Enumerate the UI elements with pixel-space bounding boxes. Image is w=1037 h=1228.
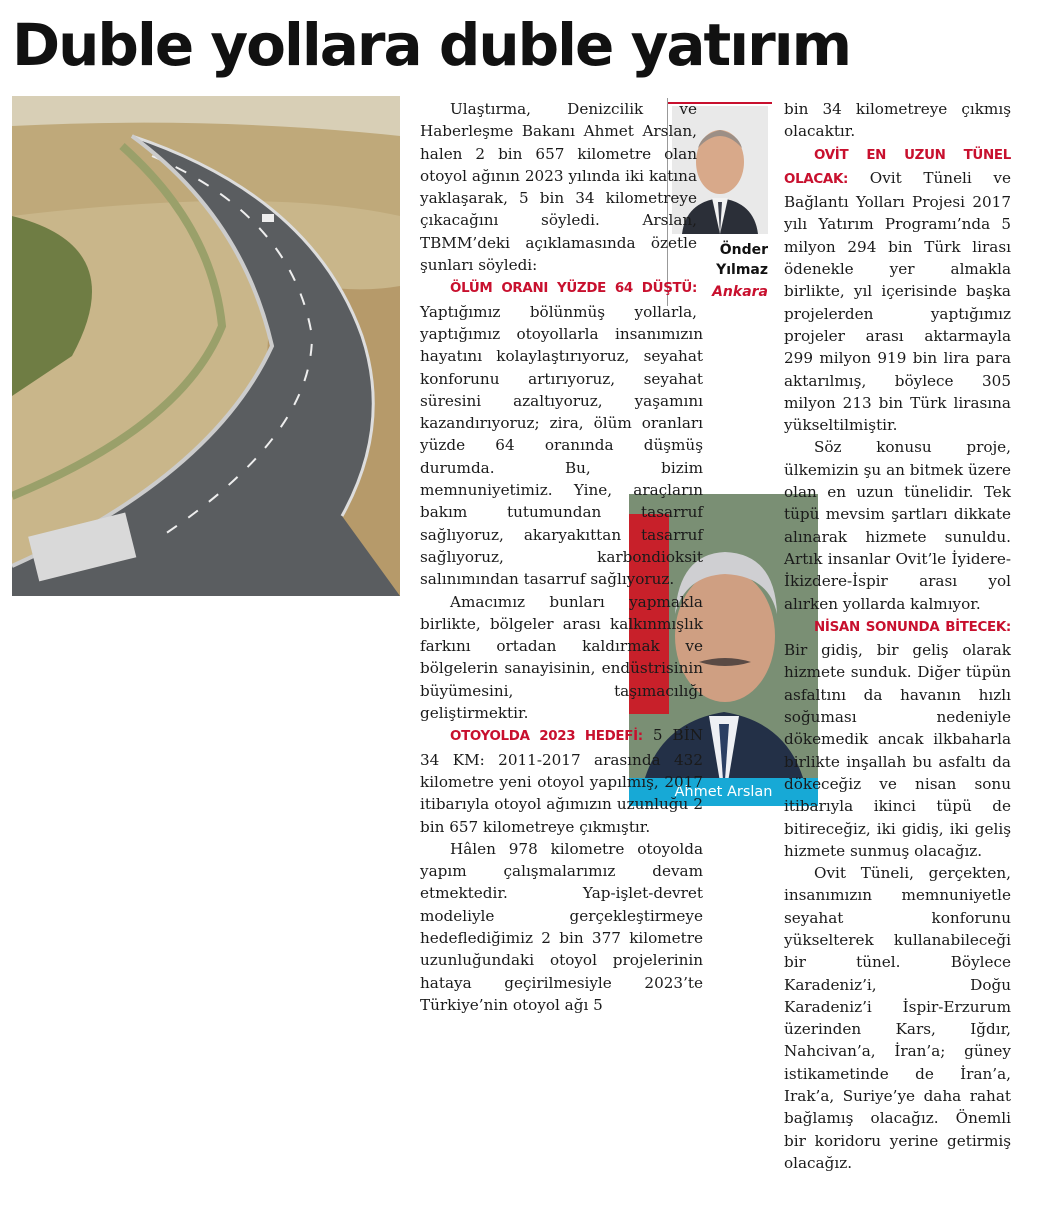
body-paragraph: Amacımız bunları yapmakla birlikte, bölgeler arası kalkınmışlık farkını ortadan kaldırmak ve bölgelerin sanayisinin, endüstrisinin büyümesini, taşımacılığı geliştirmektir. [420, 592, 703, 723]
article-column-middle [420, 98, 703, 1016]
subhead-otoyol-hedefi: OTOYOLDA 2023 HEDEFİ: [450, 729, 643, 745]
author-name: Önder Yılmaz [716, 242, 768, 278]
section-paragraph: OVİT EN UZUN TÜNEL OLACAK: Ovit Tüneli ve Bağlantı Yolları Projesi 2017 yılı Yatırım Programı’nda 5 milyon 294 bin Türk lirası ödenekle yer almakla birlikte, yıl içerisinde başka projelerden yaptığımız projeler arası aktarmayla 299 milyon 919 bin lira para aktarılmış, böylece 305 milyon 213 bin Türk lirasına yükseltilmiştir. [784, 147, 1011, 435]
section-paragraph: NİSAN SONUNDA BİTECEK: Bir gidiş, bir geliş olarak hizmete sunduk. Diğer tüpün asfaltını da havanın hızlı soğuması nedeniyle dökemedik ancak ilkbaharla birlikte inşallah bu asfaltı da dökeceğiz ve nisan sonu itibarıyla ikinci tüpü de bitireceğiz, iki gidiş, iki geliş hizmete sunmuş olacağız. [784, 619, 1011, 860]
intro-paragraph: Ulaştırma, Denizcilik ve Haberleşme Bakanı Ahmet Arslan, halen 2 bin 657 kilometre olan otoyol ağının 2023 yılında iki katına yaklaşarak, 5 bin 34 kilometreye çıkacağını söyledi. Arslan, TBMM’deki açıklamasında özetle şunları söyledi: [420, 100, 697, 275]
section-paragraph: OTOYOLDA 2023 HEDEFİ: 5 BİN 34 KM: 2011-2017 arasında 432 kilometre yeni otoyol yapılmış, 2017 itibarıyla otoyol ağımızın uzunluğu 2 bin 657 kilometreye çıkmıştır. [420, 726, 703, 836]
body-paragraph: Söz konusu proje, ülkemizin şu an bitmek üzere olan en uzun tünelidir. Tek tüpü mevsim şartları dikkate alınarak hizmete sunuldu. Artık insanlar Ovit’le İyidere-İkizdere-İspir arası yol alırken yollarda kalmıyor. [784, 438, 1011, 613]
subhead-nisan-sonunda: NİSAN SONUNDA BİTECEK: [814, 619, 1011, 635]
author-city: Ankara [712, 284, 768, 300]
section-paragraph: ÖLÜM ORANI YÜZDE 64 DÜŞTÜ: Yaptığımız bölünmüş yollarla, yaptığımız otoyollarla insanımızın hayatını kolaylaştırıyoruz, seyahat konforunu artırıyoruz, seyahat süresini azaltıyoruz, yaşamını kazandırıyoruz; zira, ölüm oranları yüzde 64 oranında düşmüş durumda. Bu, bizim memnuniyetimiz. Yine, araçların bakım tutumundan tasarruf sağlıyoruz, akaryakıttan tasarruf sağlıyoruz, karbondioksit salınımından tasarruf sağlıyoruz. [420, 281, 703, 589]
headline: Duble yollara duble yatırım [12, 11, 851, 79]
body-paragraph: Ovit Tüneli, gerçekten, insanımızın memnuniyetle seyahat konforunu yükselterek kullanabileceği bir tünel. Böylece Karadeniz’i, Doğu Karadeniz’i İspir-Erzurum üzerinden Kars, Iğdır, Nahcivan’a, İran’a; güney istikametinde de İran’a, Irak’a, Suriye’ye daha rahat bağlamış olacağız. Önemli bir koridoru yerine getirmiş olacağız. [784, 864, 1011, 1172]
subhead-ovit-tunel: OVİT EN UZUN TÜNEL OLACAK: [784, 147, 1011, 187]
article-column-right [784, 98, 1011, 1174]
minister-caption: Ahmet Arslan [629, 778, 818, 806]
body-paragraph: Hâlen 978 kilometre otoyolda yapım çalışmalarımız devam etmektedir. Yap-işlet-devret modeliyle gerçekleştirmeye hedeflediğimiz 2 bin 377 kilometre uzunluğundaki otoyol projelerinin hataya geçirilmesiyle 2023’te Türkiye’nin otoyol ağı 5 [420, 839, 703, 1014]
body-paragraph: bin 34 kilometreye çıkmış olacaktır. [784, 100, 1011, 141]
subhead-olum-orani: ÖLÜM ORANI YÜZDE 64 DÜŞTÜ: [450, 281, 697, 297]
highway-photo [12, 96, 400, 596]
